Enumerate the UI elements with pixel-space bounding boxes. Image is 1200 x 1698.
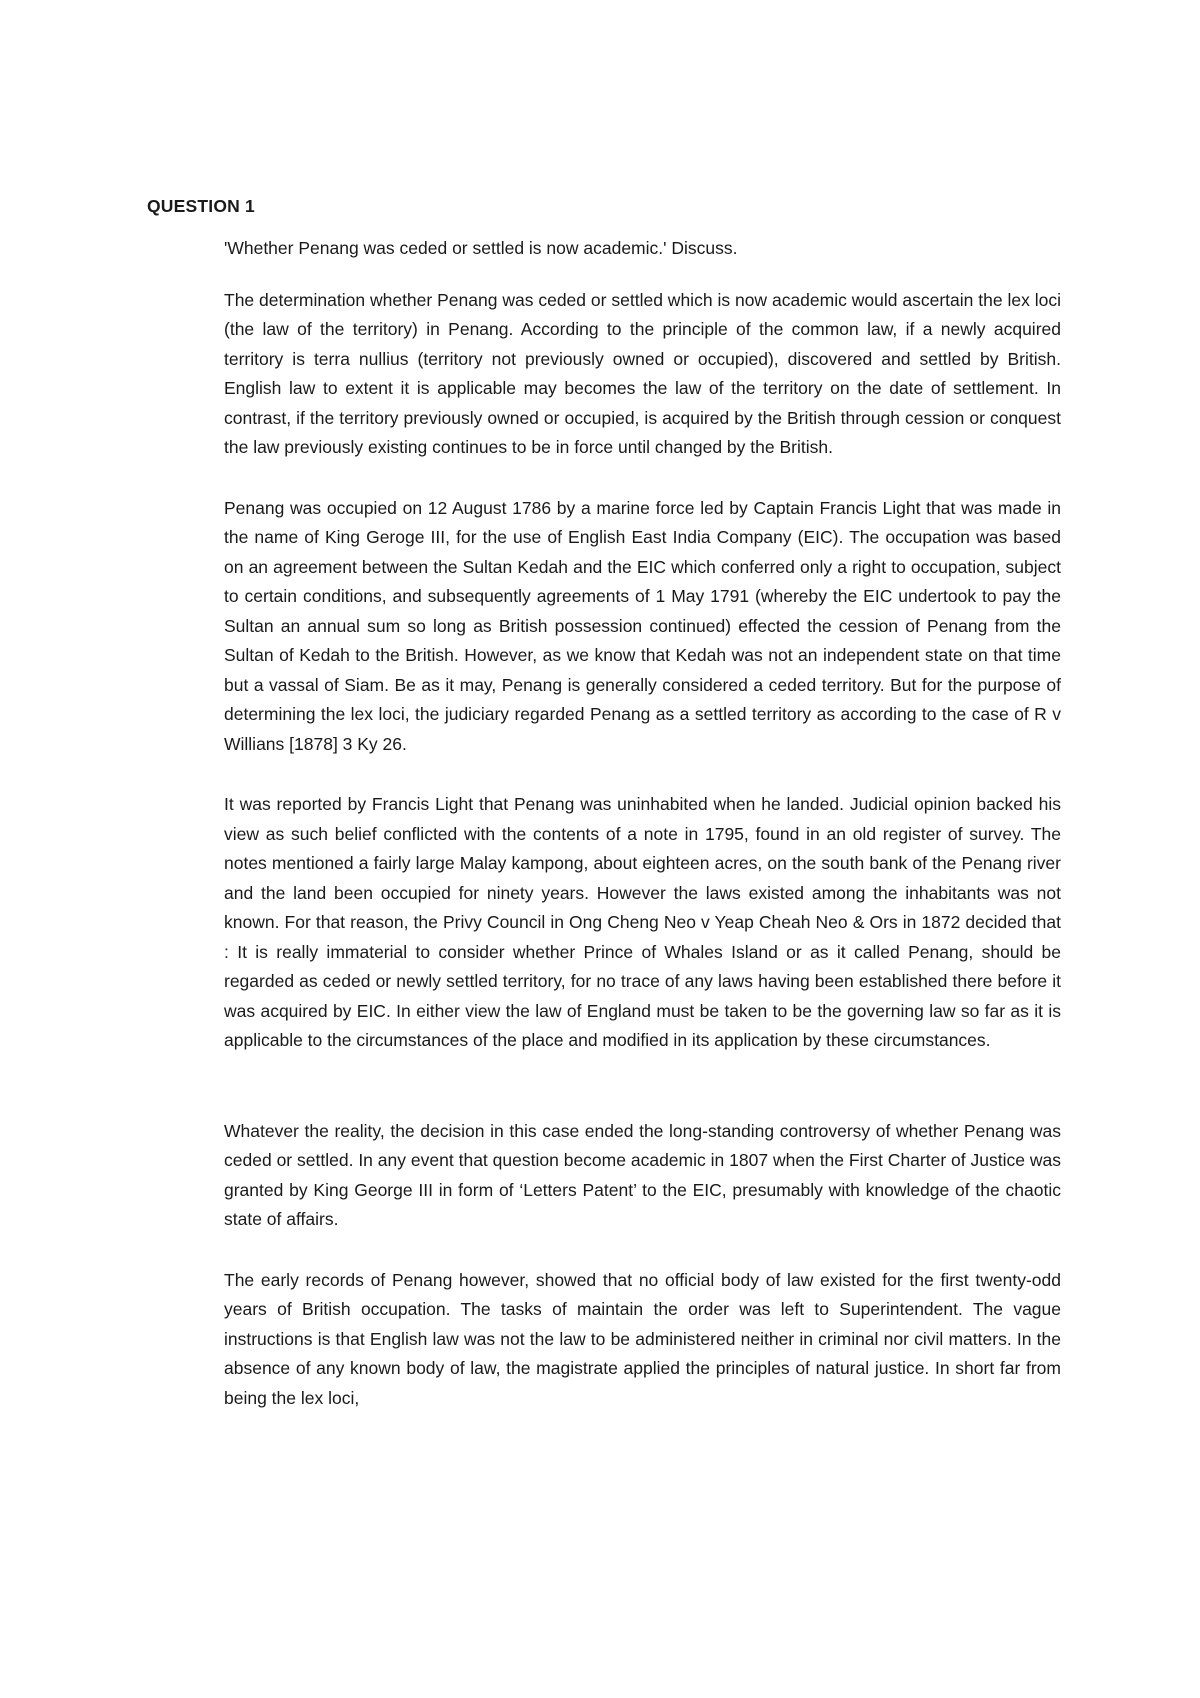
paragraph-privy-council: It was reported by Francis Light that Penang was uninhabited when he landed. Judicial opinion backed his view as such belief conflicted with the contents of a note in 1795, found in an old register of survey. The notes mentioned a fairly large Malay kampong, about eighteen acres, on the south bank of the Penang river and the land been occupied for ninety years. However the laws existed among the inhabitants was not known. For that reason, the Privy Council in Ong Cheng Neo v Yeap Cheah Neo & Ors in 1872 decided that : It is really immaterial to consider whether Prince of Whales Island or as it called Penang, should be regarded as ceded or newly settled territory, for no trace of any laws having been established there before it was acquired by EIC. In either view the law of England must be taken to be the governing law so far as it is applicable to the circumstances of the place and modified in its application by these circumstances. <box>224 794 1061 1050</box>
paragraph-occupation-history: Penang was occupied on 12 August 1786 by a marine force led by Captain Francis Light that was made in the name of King Geroge III, for the use of English East India Company (EIC). The occupation was based on an agreement between the Sultan Kedah and the EIC which conferred only a right to occupation, subject to certain conditions, and subsequently agreements of 1 May 1791 (whereby the EIC undertook to pay the Sultan an annual sum so long as British possession continued) effected the cession of Penang from the Sultan of Kedah to the British. However, as we know that Kedah was not an independent state on that time but a vassal of Siam. Be as it may, Penang is generally considered a ceded territory. But for the purpose of determining the lex loci, the judiciary regarded Penang as a settled territory as according to the case of R v Willians [1878] 3 Ky 26. <box>224 497 1061 754</box>
question-heading: QUESTION 1 <box>147 196 255 216</box>
paragraph-early-records: The early records of Penang however, showed that no official body of law existed for the first twenty-odd years of British occupation. The tasks of maintain the order was left to Superintendent. The vague instructions is that English law was not the law to be administered neither in criminal nor civil matters. In the absence of any known body of law, the magistrate applied the principles of natural justice. In short far from being the lex loci, <box>224 1269 1061 1408</box>
document-body <box>224 234 1061 1413</box>
paragraph-charter-of-justice: Whatever the reality, the decision in this case ended the long-standing controversy of whether Penang was ceded or settled. In any event that question become academic in 1807 when the First Charter of Justice was granted by King George III in form of ‘Letters Patent’ to the EIC, presumably with knowledge of the chaotic state of affairs. <box>224 1120 1061 1229</box>
question-prompt: 'Whether Penang was ceded or settled is now academic.' Discuss. <box>224 238 738 258</box>
paragraph-lex-loci-principle: The determination whether Penang was ceded or settled which is now academic would ascertain the lex loci (the law of the territory) in Penang. According to the principle of the common law, if a newly acquired territory is terra nullius (territory not previously owned or occupied), discovered and settled by British. English law to extent it is applicable may becomes the law of the territory on the date of settlement. In contrast, if the territory previously owned or occupied, is acquired by the British through cession or conquest the law previously existing continues to be in force until changed by the British. <box>224 289 1061 457</box>
